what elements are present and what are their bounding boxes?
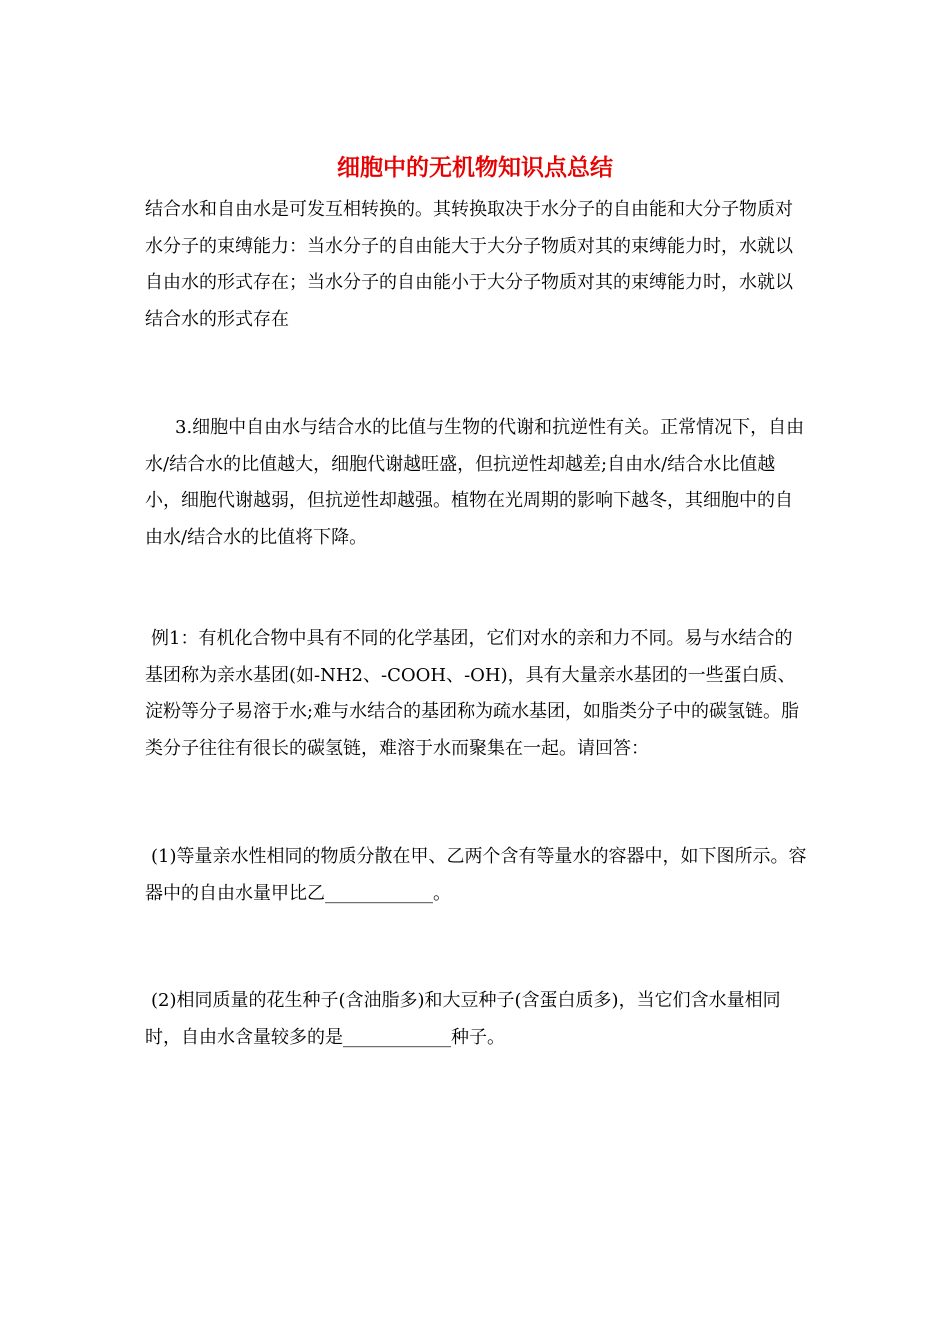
paragraph-water-conversion: 结合水和自由水是可发互相转换的。其转换取决于水分子的自由能和大分子物质对水分子的束缚能力：当水分子的自由能大于大分子物质对其的束缚能力时，水就以自由水的形式存在；当水分子的自由能小于大分子物质对其的束缚能力时，水就以结合水的形式存在 <box>145 199 793 330</box>
paragraph-example-1: 例1：有机化合物中具有不同的化学基团，它们对水的亲和力不同。易与水结合的基团称为亲水基团(如-NH2、-COOH、-OH)，具有大量亲水基团的一些蛋白质、淀粉等分子易溶于水;难与水结合的基团称为疏水基团，如脂类分子中的碳氢链。脂类分子往往有很长的碳氢链，难溶于水而聚集在一起。请回答： <box>145 628 800 759</box>
document-title: 细胞中的无机物知识点总结 <box>337 155 613 181</box>
paragraph-question-1: (1)等量亲水性相同的物质分散在甲、乙两个含有等量水的容器中，如下图所示。容器中的自由水量甲比乙____________。 <box>145 846 807 904</box>
paragraph-question-2: (2)相同质量的花生种子(含油脂多)和大豆种子(含蛋白质多)，当它们含水量相同时，自由水含量较多的是____________种子。 <box>145 990 781 1048</box>
paragraph-water-ratio: 3.细胞中自由水与结合水的比值与生物的代谢和抗逆性有关。正常情况下，自由水/结合水的比值越大，细胞代谢越旺盛，但抗逆性却越差;自由水/结合水比值越小，细胞代谢越弱，但抗逆性却越强。植物在光周期的影响下越冬，其细胞中的自由水/结合水的比值将下降。 <box>145 417 805 548</box>
